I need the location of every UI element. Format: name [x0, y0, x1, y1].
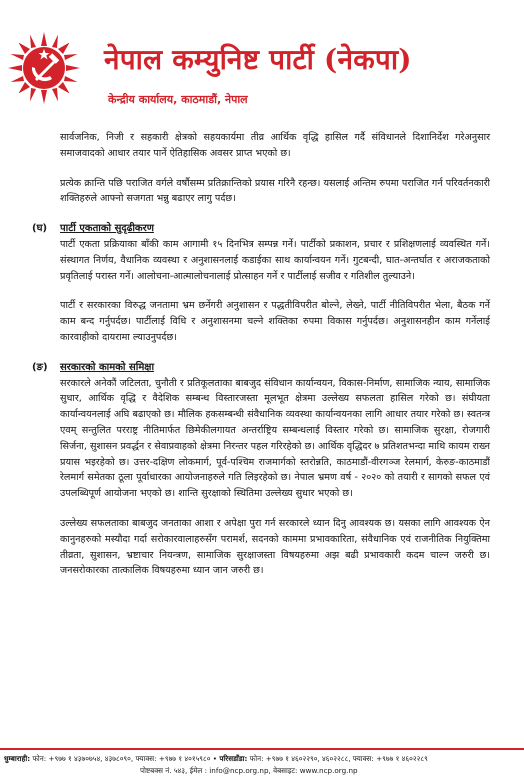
section-title: सरकारको कामको समिक्षा	[60, 361, 155, 373]
footer-label: परिसडाँडा:	[219, 754, 248, 763]
letterhead	[0, 0, 524, 125]
letterhead-footer	[0, 748, 524, 779]
section-paragraph: पार्टी र सरकारका विरुद्ध जनतामा भ्रम छर्नेगरी अनुशासन र पद्धतीविपरीत बोल्ने, लेख्ने, पार्टी नीतिविपरीत भेला, बैठक गर्ने काम बन्द गर्नुपर्दछ। पार्टीलाई विधि र अनुशासनमा चल्ने शक्तिका रुपमा विकास गर्नुपर्दछ। अनुशासनहीन काम गर्नेलाई कारवाहीको दायरामा ल्याउनुपर्दछ।	[60, 300, 490, 343]
section-paragraph: उल्लेख्य सफलताका बाबजुद जनताका आशा र अपेक्षा पुरा गर्न सरकारले ध्यान दिनु आवश्यक छ। यसका लागि आवश्यक ऐन कानुनहरुको मस्यौदा गर्दा सरोकारवालाहरुसँग परामर्श, सदनको काममा प्रभावकारिता, संवैधानिक एवं राजनीतिक नियुक्तिमा तीव्रता, सुशासन, भ्रष्टाचार नियन्त्रण, सामाजिक सुरक्षाजस्ता विषयहरुमा अझ बढी प्रभावकारी कदम चाल्न जरुरी छ। जनसरोकारका तात्कालिक विषयहरुमा ध्यान जान जरुरी छ।	[60, 517, 490, 577]
section-title: पार्टी एकताको सुदृढीकरण	[60, 223, 154, 235]
footer-label: धुम्बाराही:	[4, 754, 31, 763]
intro-paragraph: प्रत्येक क्रान्ति पछि पराजित वर्गले वर्षौसम्म प्रतिक्रान्तिको प्रयास गरिनै रहन्छ। यसलाई अन्तिम रुपमा पराजित गर्न परिवर्तनकारी शक्तिहरुले आफ्नो सजगता भन्नु बढाएर लागु पर्दछ।	[60, 177, 490, 205]
office-address: केन्द्रीय कार्यालय, काठमाडौं, नेपाल	[108, 93, 248, 106]
footer-web-line: पोष्टबक्स नं. ५४३, ईमेल : info@ncp.org.np, वेबसाइट: www.ncp.org.np	[140, 766, 358, 775]
section-party-unity	[32, 221, 490, 346]
section-paragraph: सरकारले अनेकौं जटिलता, चुनौती र प्रतिकूलताका बाबजुद संविधान कार्यान्वयन, विकास-निर्माण, सामाजिक न्याय, सामाजिक सुधार, आर्थिक वृद्धि र वैदेशिक सम्बन्ध विस्तारजस्ता मूलभूत क्षेत्रमा उल्लेख्य सफलता हासिल गरेको छ। संघीयता कार्यान्वयनलाई अघि बढाएको छ। मौलिक हकसम्बन्धी संवैधानिक व्यवस्था कार्यान्वयनका लागि आधार तयार गरेको छ। स्वतन्त्र एवम् सन्तुलित परराष्ट्र नीतिमार्फत छिमेकीलगायत अन्तर्राष्ट्रिय सम्बन्धलाई विस्तार गरेको छ। सामाजिक सुरक्षा, रोजगारी सिर्जना, सुशासन प्रवर्द्धन र सेवाप्रवाहको क्षेत्रमा निरन्तर पहल गरिरहेको छ। आर्थिक वृद्धिदर ७ प्रतिशतभन्दा माथि कायम राख्न प्रयास भइरहेको छ। उत्तर-दक्षिण लोकमार्ग, पूर्व-पश्चिम राजमार्गको स्तरोन्नति, काठमाडौं-वीरगञ्ज रेलमार्ग, केरुङ-काठमाडौं रेलमार्ग समेतका ठूला पूर्वाधारका आयोजनाहरुले गति लिइरहेको छ। नेपाल भ्रमण वर्ष - २०२० को तयारी र सागको सफल एवं उपलब्धिपूर्ण आयोजना भएको छ। शान्ति सुरक्षाको स्थितिमा उल्लेख्य सुधार भएको छ।	[60, 377, 490, 500]
section-number: (ङ)	[32, 361, 48, 373]
section-number: (घ)	[32, 223, 48, 235]
footer-contact-text: फोन: +९७७ १ ४६०२२९०, ४६०२२८८, फ्याक्स: +९७७ १ ४६०२२८९	[249, 754, 428, 763]
org-name: नेपाल कम्युनिष्ट पार्टी (नेकपा)	[104, 43, 412, 76]
document-body	[32, 130, 490, 593]
party-emblem-icon	[8, 32, 80, 104]
section-government-review	[32, 360, 490, 579]
footer-contact-text: फोन: +९७७ १ ४३७०७५४, ४३७८०९०, फ्याक्स: +९७७ १ ४०१५९८० •	[32, 754, 220, 763]
footer-contact-line	[4, 753, 520, 764]
section-paragraph: पार्टी एकता प्रक्रियाका बाँकी काम आगामी १५ दिनभित्र सम्पन्न गर्ने। पार्टीको प्रकाशन, प्रचार र प्रशिक्षणलाई व्यवस्थित गर्ने। संस्थागत निर्णय, वैधानिक व्यवस्था र अनुशासनलाई कडाईका साथ कार्यान्वयन गर्ने। गुटबन्दी, घात-अन्तर्घात र अराजकताको प्रवृतिलाई परास्त गर्ने। आलोचना-आत्मालोचनालाई प्रोत्साहन गर्ने र पार्टीलाई सजीव र गतिशील तुल्याउने।	[60, 238, 490, 282]
intro-paragraph: सार्वजनिक, निजी र सहकारी क्षेत्रको सहयकार्यमा तीव्र आर्थिक वृद्धि हासिल गर्दै संविधानले दिशानिर्देश गरेअनुसार समाजवादको आधार तयार पार्ने ऐतिहासिक अवसर प्राप्त भएको छ।	[60, 132, 490, 159]
